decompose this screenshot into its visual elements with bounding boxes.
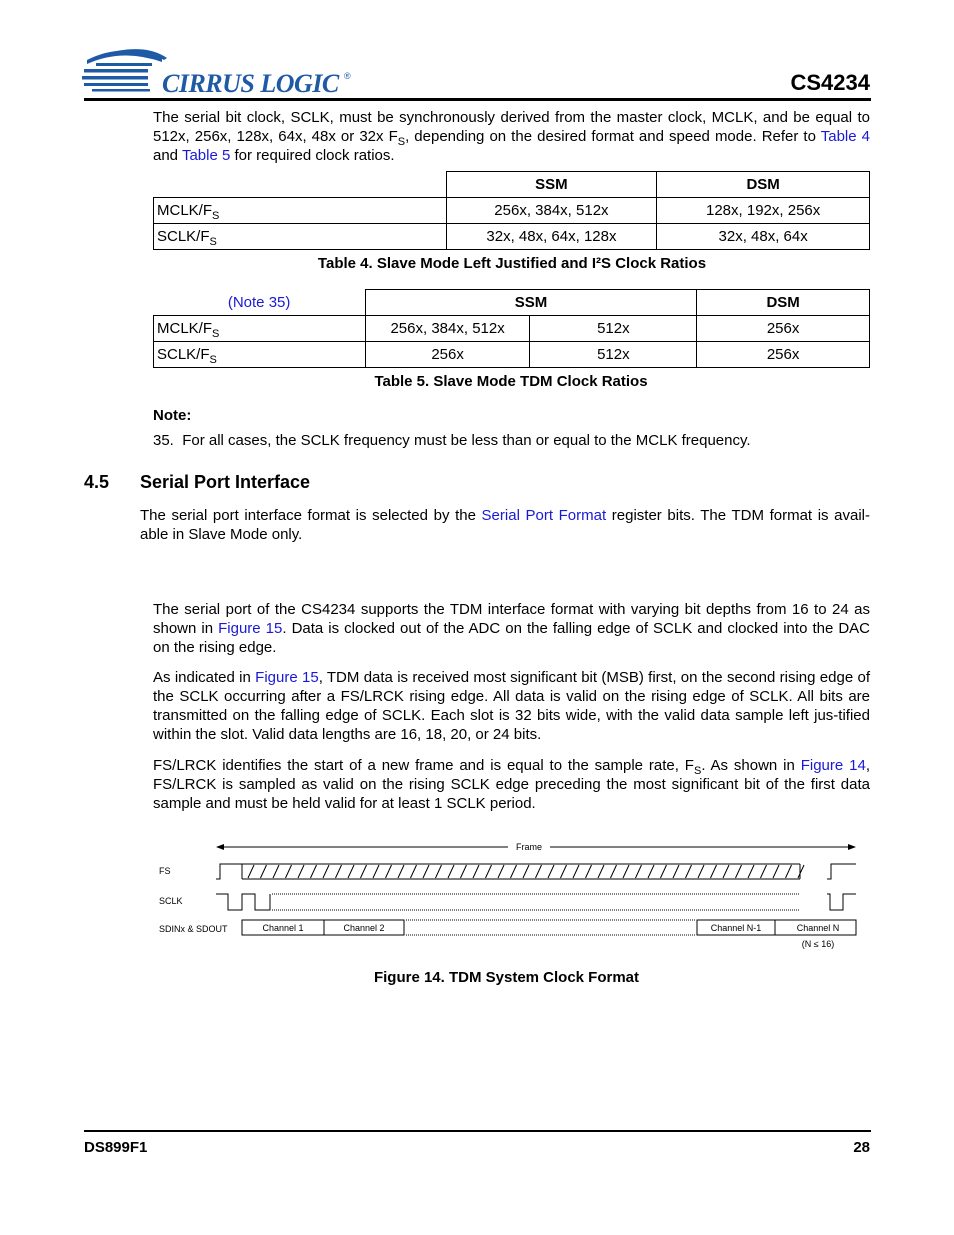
row-label: MCLK/$F_S$: [154, 316, 366, 342]
frame-label: Frame: [515, 842, 543, 852]
fs-hatch-line: [511, 865, 517, 878]
serial-port-format-link[interactable]: Serial Port Format: [481, 507, 607, 524]
fs-hatch-line: [373, 865, 379, 878]
fs-hatch-line: [711, 865, 717, 878]
table4-link[interactable]: Table 4: [820, 128, 870, 145]
fs-hatch-line: [473, 865, 479, 878]
footer-rule: [84, 1130, 871, 1132]
fs-hatch-line: [748, 865, 754, 878]
figure-14-caption: Figure 14. TDM System Clock Format: [373, 969, 640, 986]
body-paragraph-3: As indicated in Figure 15, TDM data is received most significant bit (MSB) first, on the second rising edge of the SCLK occurring after a FS/LRCK rising edge. All data is valid on the rising edge of SCLK. All bits are transmitted on the falling edge of SCLK. Each slot is 32 bits wide, with the valid data sample left jus-tified within the slot. Valid data lengths are 16, 18, 20, or 24 bits.: [153, 669, 870, 743]
n-limit-note: (N ≤ 16): [801, 939, 835, 949]
fs-hatch-line: [786, 865, 792, 878]
channel-2-label: Channel 2: [343, 923, 385, 933]
table-cell: 256x, 384x, 512x: [446, 198, 657, 224]
section-paragraph-1: The serial port interface format is selected by the Serial Port Format register bits. The TDM format is avail-able in Slave Mode only.: [140, 507, 870, 543]
sdin-waveform: [242, 920, 856, 935]
sclk-label: SCLK: [159, 896, 183, 906]
intro-paragraph: The serial bit clock, SCLK, must be synchronously derived from the master clock, MCLK, and be equal to 512x, 256x, 128x, 64x, 48x or 32x $F_S$, depending on the desired format and speed mode. Refer to Table 4 and Table 5 for required clock ratios.: [153, 109, 870, 164]
table-cell: 32x, 48x, 64x: [657, 224, 870, 250]
fs-hatch-line: [648, 865, 654, 878]
table-cell: 128x, 192x, 256x: [657, 198, 870, 224]
fs-hatch-line: [561, 865, 567, 878]
fs-hatch-line: [286, 865, 292, 878]
fs-hatch-line: [486, 865, 492, 878]
fs-hatch-line: [386, 865, 392, 878]
col-header-ssm: SSM: [446, 172, 657, 198]
table-row: [154, 198, 870, 224]
figure14-link[interactable]: Figure 14: [800, 757, 866, 774]
table5-link[interactable]: Table 5: [181, 147, 231, 164]
fs-hatch-line: [523, 865, 529, 878]
fs-hatch-line: [698, 865, 704, 878]
channel-n-label: Channel N: [796, 923, 840, 933]
fs-hatch-line: [798, 865, 804, 878]
body-paragraph-2: The serial port of the CS4234 supports the TDM interface format with varying bit depths from 16 to 24 as shown in Figure 15. Data is clocked out of the ADC on the falling edge of SCLK and clocked into the DAC on the rising edge.: [153, 601, 871, 656]
fs-hatch-line: [773, 865, 779, 878]
figure15-link[interactable]: Figure 15: [255, 669, 319, 686]
fs-hatch-line: [598, 865, 604, 878]
table-cell: 256x: [697, 316, 870, 342]
table-header-row: [154, 290, 870, 316]
tdm-timing-diagram: [150, 835, 870, 955]
fs-hatch-line: [336, 865, 342, 878]
col-header-dsm: DSM: [697, 290, 870, 316]
table-cell: 256x: [697, 342, 870, 368]
body-paragraph-4: FS/LRCK identifies the start of a new frame and is equal to the sample rate, $F_S$. As shown in Figure 14, FS/LRCK is sampled as valid on the rising SCLK edge preceding the most significant bit of the first data sample and must be held valid for at least 1 SCLK period.: [153, 757, 870, 812]
section-number: 4.5: [84, 472, 110, 492]
header-rule: [84, 98, 871, 101]
fs-hatch-line: [611, 865, 617, 878]
frame-arrow: [217, 842, 855, 852]
fs-hatch-line: [248, 865, 254, 878]
table-cell: 256x, 384x, 512x: [365, 316, 530, 342]
channel-n-1-label: Channel N-1: [710, 923, 762, 933]
fs-hatch-line: [673, 865, 679, 878]
company-logo: [82, 46, 352, 102]
fs-hatch-line: [261, 865, 267, 878]
fs-hatch-line: [761, 865, 767, 878]
fs-hatch-line: [661, 865, 667, 878]
fs-waveform: [216, 864, 856, 879]
sclk-waveform: [216, 894, 856, 910]
fs-hatch-line: [536, 865, 542, 878]
note-35-link[interactable]: (Note 35): [154, 290, 366, 316]
note-title: Note:: [153, 407, 192, 424]
footer-doc-id: DS899F1: [84, 1139, 148, 1156]
fs-hatch-line: [586, 865, 592, 878]
fs-label: FS: [159, 866, 171, 876]
fs-hatch-line: [573, 865, 579, 878]
footer-page-number: 28: [853, 1139, 870, 1156]
fs-hatch-line: [361, 865, 367, 878]
table-5-caption: Table 5. Slave Mode TDM Clock Ratios: [374, 373, 648, 390]
fs-hatch-line: [461, 865, 467, 878]
fs-hatch-line: [348, 865, 354, 878]
logo-text: CIRRUS LOGIC: [162, 69, 339, 98]
table-cell: 512x: [530, 316, 697, 342]
table-row: [154, 316, 870, 342]
note-35: 35. For all cases, the SCLK frequency must be less than or equal to the MCLK frequency.: [153, 432, 751, 449]
fs-hatch-line: [273, 865, 279, 878]
fs-hatch-line: [311, 865, 317, 878]
row-label: MCLK/$F_S$: [154, 198, 447, 224]
table-row: [154, 224, 870, 250]
fs-hatch-line: [548, 865, 554, 878]
table-5: [153, 289, 870, 368]
fs-hatch-line: [436, 865, 442, 878]
fs-hatch-line: [298, 865, 304, 878]
col-header-dsm: DSM: [657, 172, 870, 198]
table-header-row: [154, 172, 870, 198]
fs-hatch-line: [686, 865, 692, 878]
fs-hatch-line: [736, 865, 742, 878]
sdin-label: SDINx & SDOUT: [159, 924, 228, 934]
col-header-ssm: SSM: [365, 290, 697, 316]
row-label: SCLK/$F_S$: [154, 224, 447, 250]
section-title: Serial Port Interface: [140, 472, 311, 492]
table-cell: 256x: [365, 342, 530, 368]
registered-mark: ®: [344, 71, 351, 81]
fs-hatch-line: [636, 865, 642, 878]
table-row: [154, 342, 870, 368]
fs-hatch-line: [411, 865, 417, 878]
table-cell: 512x: [530, 342, 697, 368]
channel-1-label: Channel 1: [262, 923, 304, 933]
fs-hatch-line: [623, 865, 629, 878]
fs-hatch-line: [498, 865, 504, 878]
fs-hatch-line: [398, 865, 404, 878]
row-label: SCLK/$F_S$: [154, 342, 366, 368]
fs-hatch-line: [323, 865, 329, 878]
table-4-caption: Table 4. Slave Mode Left Justified and I²S Clock Ratios: [317, 255, 707, 272]
fs-hatch-line: [423, 865, 429, 878]
fs-hatch-line: [448, 865, 454, 878]
figure15-link[interactable]: Figure 15: [218, 620, 283, 637]
fs-hatch-line: [723, 865, 729, 878]
table-cell: 32x, 48x, 64x, 128x: [446, 224, 657, 250]
part-number: CS4234: [790, 70, 870, 95]
table-4: [153, 171, 870, 250]
